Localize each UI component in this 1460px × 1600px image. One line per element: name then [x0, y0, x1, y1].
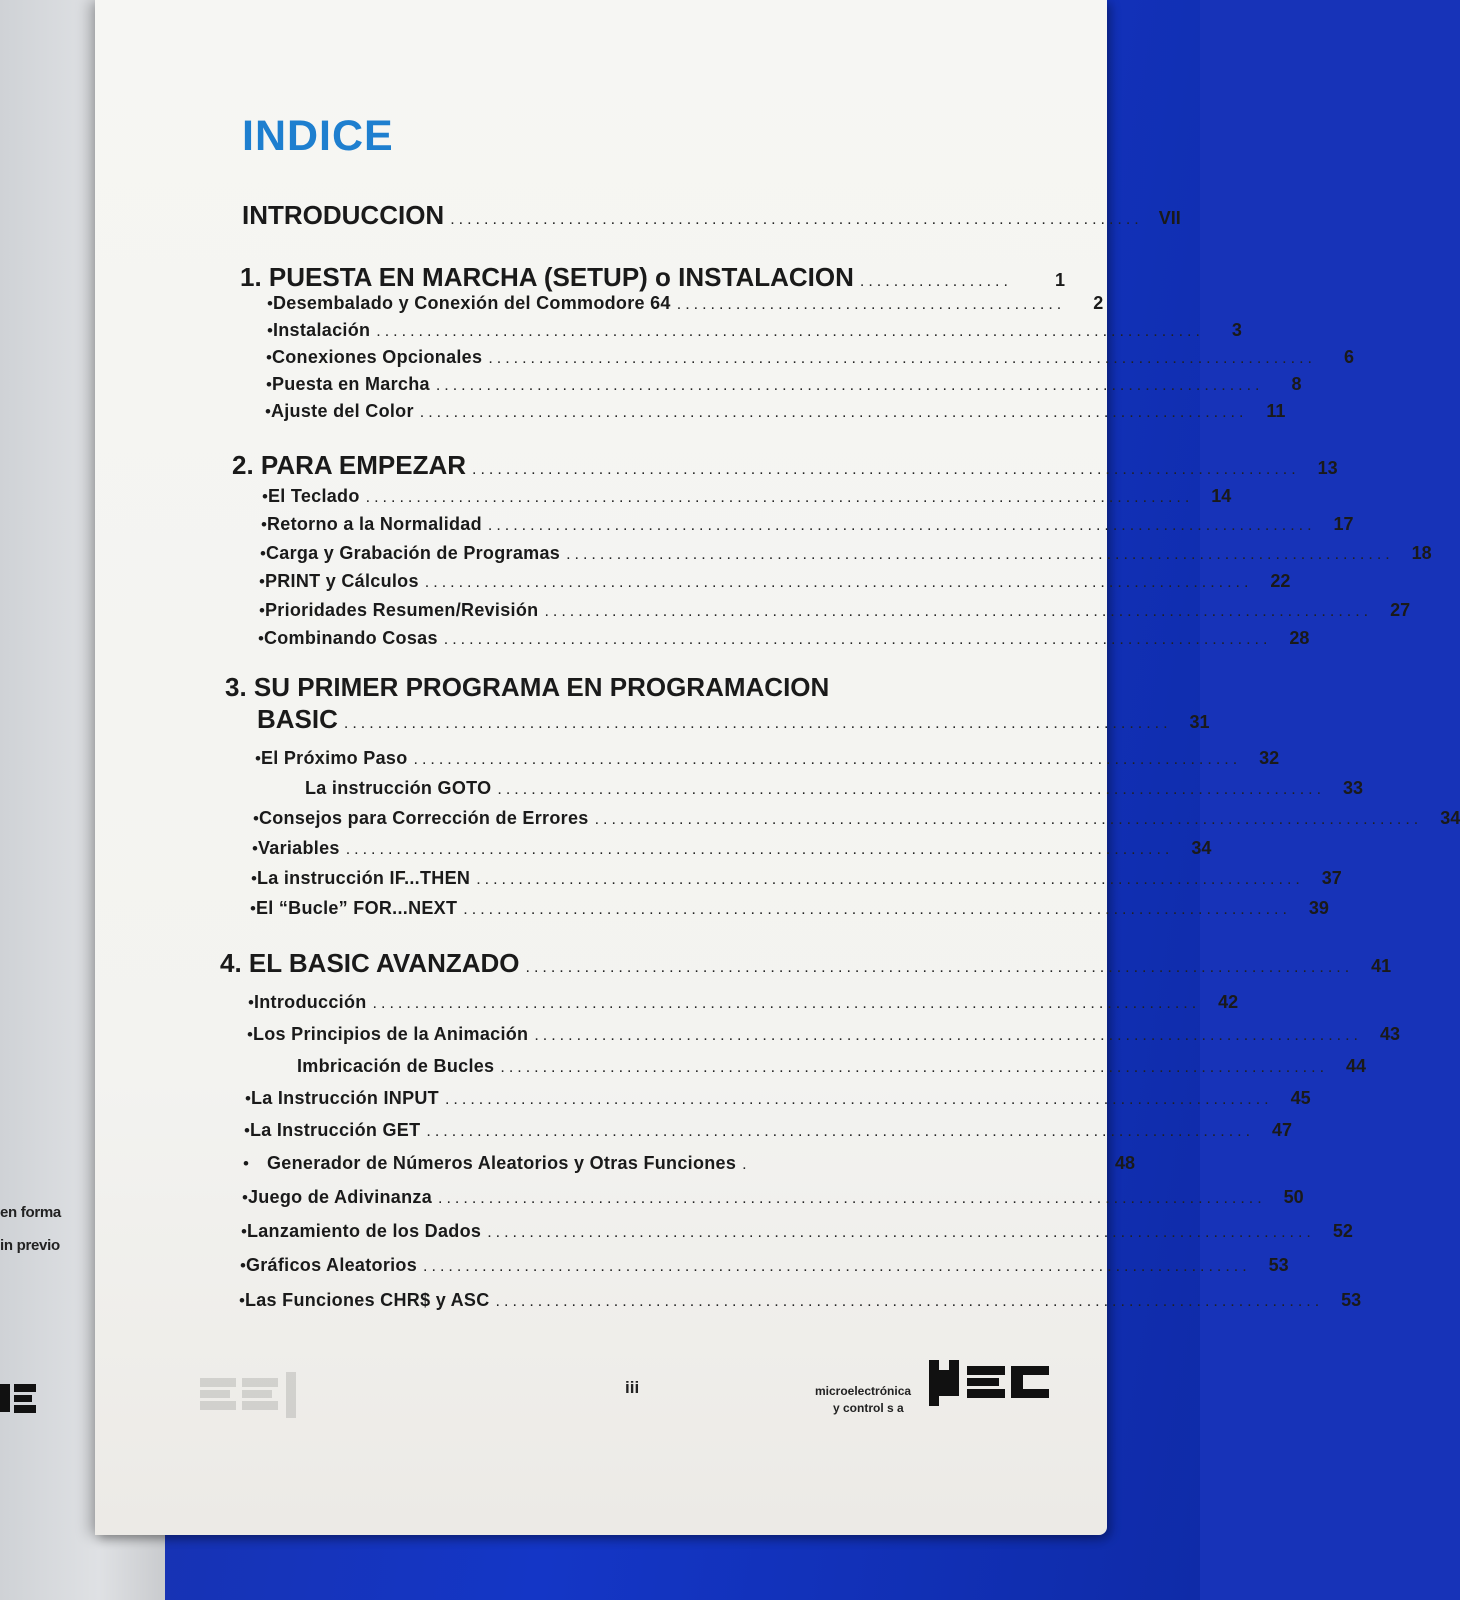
toc-intro-page: VII	[1158, 208, 1181, 228]
bullet-icon: •	[259, 601, 265, 620]
leader-dots: ..................................................................................................	[438, 1190, 1266, 1207]
leader-dots: ..................................................................................................	[376, 323, 1204, 340]
leader-dots: ..................................................................................................	[534, 1027, 1362, 1044]
page-folio: iii	[625, 1378, 640, 1397]
toc-section-3-label-line-2: BASIC	[257, 704, 338, 734]
bullet-icon: •	[245, 1089, 251, 1108]
bullet-icon: •	[255, 749, 261, 768]
toc-item-page: 53	[1341, 1290, 1362, 1310]
leader-dots: ..................................................................................................	[423, 1258, 1251, 1275]
toc-item-page: 2	[1093, 293, 1104, 313]
leader-dots: ..................................................................................................	[372, 995, 1201, 1012]
toc-item[interactable]	[245, 1088, 1311, 1109]
left-page-note-1: en forma	[0, 1204, 61, 1221]
toc-item[interactable]	[265, 401, 1286, 422]
toc-item[interactable]	[252, 838, 1212, 859]
leader-dots: ..................................................................................................	[500, 1059, 1329, 1076]
toc-item-page: 11	[1266, 401, 1286, 421]
toc-item-page: 43	[1379, 1024, 1400, 1044]
toc-item[interactable]	[244, 1120, 1293, 1141]
toc-item[interactable]	[248, 992, 1239, 1013]
toc-item-label: Introducción	[253, 992, 367, 1012]
bullet-icon: •	[251, 869, 257, 888]
toc-item[interactable]	[297, 1056, 1367, 1077]
bullet-icon: •	[250, 899, 256, 918]
leader-dots: ..................................................................................................	[487, 517, 1316, 534]
bullet-icon: •	[265, 402, 271, 421]
leader-dots: ..................................................................................................	[345, 841, 1174, 858]
page-title: INDICE	[242, 112, 394, 160]
bullet-icon: •	[260, 544, 266, 563]
toc-item-label: El Teclado	[267, 486, 360, 506]
leader-dots: ..................................................................................................	[594, 811, 1423, 828]
toc-item-label: Generador de Números Aleatorios y Otras Funciones	[267, 1153, 737, 1173]
toc-item-label: Lanzamiento de los Dados	[246, 1221, 482, 1241]
toc-section-3-label-line-1[interactable]: 3. SU PRIMER PROGRAMA EN PROGRAMACION	[225, 672, 830, 702]
uec-logo-icon	[925, 1360, 1055, 1406]
toc-section-1[interactable]	[240, 262, 1065, 293]
toc-item-page: 45	[1290, 1088, 1311, 1108]
toc-section-1-label: 1. PUESTA EN MARCHA (SETUP) o INSTALACION	[240, 262, 854, 292]
toc-item-label: La instrucción IF...THEN	[256, 868, 471, 888]
toc-item-label: El “Bucle” FOR...NEXT	[255, 898, 458, 918]
leader-dots: ..................................................................................................	[472, 461, 1300, 478]
brand-name-line-2: y control s a	[833, 1401, 904, 1415]
toc-section-2[interactable]	[232, 450, 1338, 481]
toc-item[interactable]	[255, 748, 1280, 769]
toc-item[interactable]	[305, 778, 1364, 799]
toc-item-page: 37	[1321, 868, 1342, 888]
toc-section-4-label: 4. EL BASIC AVANZADO	[220, 948, 520, 978]
toc-item[interactable]	[259, 571, 1291, 592]
toc-item[interactable]	[242, 1187, 1304, 1208]
toc-intro-label: INTRODUCCION	[242, 200, 445, 230]
toc-item-page: 28	[1289, 628, 1310, 648]
book-page	[95, 0, 1460, 1535]
brand-name-line-1: microelectrónica	[815, 1384, 912, 1398]
toc-item-label: PRINT y Cálculos	[264, 571, 419, 591]
leader-dots: ..................................................................................................	[365, 489, 1194, 506]
leader-dots: ..................	[859, 273, 1012, 290]
leader-dots: ..................................................................................................	[424, 574, 1253, 591]
toc-item-label: Variables	[257, 838, 340, 858]
toc-item-page: 8	[1291, 374, 1302, 394]
bullet-icon: •	[261, 515, 267, 534]
leader-dots: ..................................................................................................	[566, 546, 1394, 563]
bullet-icon: •	[243, 1154, 249, 1173]
leader-dots: ..................................................................................................	[488, 350, 1316, 367]
toc-item-page: 44	[1345, 1056, 1367, 1076]
toc-item-label: Imbricación de Bucles	[297, 1056, 495, 1076]
leader-dots: ..................................................................................................	[495, 1293, 1324, 1310]
toc-item-page: 14	[1211, 486, 1232, 506]
leader-dots: ..................................................................................................	[444, 1091, 1273, 1108]
toc-item-label: Gráficos Aleatorios	[245, 1255, 418, 1275]
toc-item-label: Ajuste del Color	[270, 401, 414, 421]
bullet-icon: •	[267, 294, 273, 313]
leader-dots: ..................................................................................................	[476, 871, 1304, 888]
bullet-icon: •	[240, 1256, 246, 1275]
toc-section-4[interactable]	[220, 948, 1392, 979]
toc-item-label: Retorno a la Normalidad	[266, 514, 482, 534]
leader-dots: .	[742, 1156, 751, 1173]
bullet-icon: •	[266, 348, 272, 367]
bullet-icon: •	[248, 993, 254, 1012]
toc-item-label: Los Principios de la Animación	[252, 1024, 529, 1044]
bullet-icon: •	[242, 1188, 248, 1207]
toc-item-page: 34	[1440, 808, 1460, 828]
bullet-icon: •	[252, 839, 258, 858]
toc-item-label: El Próximo Paso	[260, 748, 408, 768]
toc-item-page: 27	[1390, 600, 1411, 620]
toc-section-4-page: 41	[1371, 956, 1392, 976]
toc-section-2-label: 2. PARA EMPEZAR	[232, 450, 467, 480]
toc-item[interactable]	[239, 1290, 1362, 1311]
leader-dots: ..................................................................................................	[487, 1224, 1315, 1241]
toc-item-label: Instalación	[272, 320, 371, 340]
toc-item-label: La instrucción GOTO	[305, 778, 492, 798]
toc-item-label: Conexiones Opcionales	[271, 347, 483, 367]
toc-item-page: 42	[1218, 992, 1239, 1012]
toc-item-page: 39	[1308, 898, 1329, 918]
leader-dots: ..................................................................................................	[497, 781, 1326, 798]
toc-item-page: 18	[1411, 543, 1432, 563]
leader-dots: ..................................................................................................	[525, 959, 1354, 976]
toc-item-page: 52	[1332, 1221, 1353, 1241]
toc-item[interactable]	[241, 1221, 1353, 1242]
toc-item[interactable]	[266, 347, 1354, 368]
bullet-icon: •	[259, 572, 265, 591]
toc-item[interactable]	[267, 320, 1242, 341]
toc-item[interactable]	[251, 868, 1342, 889]
toc-item-page: 22	[1270, 571, 1291, 591]
toc-item-label: La Instrucción GET	[249, 1120, 421, 1140]
leader-dots: ..................................................................................................	[443, 631, 1272, 648]
bullet-icon: •	[258, 629, 264, 648]
toc-item-page: 17	[1333, 514, 1354, 534]
toc-item-label: La Instrucción INPUT	[250, 1088, 439, 1108]
toc-item[interactable]	[267, 293, 1104, 314]
toc-section-3-page: 31	[1189, 712, 1210, 732]
leader-dots: ..................................................................................................	[435, 377, 1264, 394]
toc-item-label: Combinando Cosas	[263, 628, 438, 648]
toc-item[interactable]	[260, 543, 1432, 564]
toc-item-label: Prioridades Resumen/Revisión	[264, 600, 539, 620]
toc-intro[interactable]	[242, 200, 1181, 231]
bullet-icon: •	[239, 1291, 245, 1310]
toc-item[interactable]	[262, 486, 1232, 507]
toc-item-label: Juego de Adivinanza	[247, 1187, 433, 1207]
left-page-logo-fragment	[0, 1378, 38, 1418]
toc-section-1-page: 1	[1054, 270, 1065, 290]
bullet-icon: •	[244, 1121, 250, 1140]
leader-dots: ..................................................................................................	[413, 751, 1242, 768]
leader-dots: ..................................................................................................	[544, 603, 1373, 620]
toc-item-page: 48	[1114, 1153, 1135, 1173]
toc-item[interactable]	[258, 628, 1310, 649]
toc-item-page: 53	[1268, 1255, 1289, 1275]
bullet-icon: •	[267, 321, 273, 340]
bullet-icon: •	[262, 487, 268, 506]
toc-item-page: 33	[1343, 778, 1364, 798]
toc-item[interactable]	[266, 374, 1302, 395]
bullet-icon: •	[266, 375, 272, 394]
toc-item[interactable]	[243, 1153, 1135, 1174]
toc-item-label: Las Funciones CHR$ y ASC	[244, 1290, 490, 1310]
toc-item-label: Consejos para Corrección de Errores	[258, 808, 589, 828]
toc-item-page: 50	[1283, 1187, 1304, 1207]
left-page-note-2: in previo	[0, 1237, 60, 1254]
show-through-logo	[200, 1372, 330, 1418]
toc-item[interactable]	[240, 1255, 1289, 1276]
toc-item[interactable]	[259, 600, 1411, 621]
toc-section-3[interactable]	[257, 704, 1210, 735]
toc-item-label: Desembalado y Conexión del Commodore 64	[272, 293, 671, 313]
toc-item-page: 32	[1259, 748, 1280, 768]
toc-item[interactable]	[253, 808, 1460, 829]
leader-dots: ..................................................................................................	[426, 1123, 1255, 1140]
bullet-icon: •	[253, 809, 259, 828]
toc-item-label: Carga y Grabación de Programas	[265, 543, 561, 563]
toc-section-2-page: 13	[1317, 458, 1338, 478]
index-content	[95, 0, 1460, 1535]
toc-item-page: 6	[1343, 347, 1354, 367]
toc-item-page: 47	[1272, 1120, 1293, 1140]
toc-item[interactable]	[250, 898, 1329, 919]
bullet-icon: •	[241, 1222, 247, 1241]
toc-item[interactable]	[261, 514, 1354, 535]
toc-item[interactable]	[247, 1024, 1400, 1045]
toc-item-page: 34	[1191, 838, 1212, 858]
leader-dots: ..................................................................................	[450, 211, 1143, 228]
bullet-icon: •	[247, 1025, 253, 1044]
leader-dots: ..................................................................................................	[463, 901, 1291, 918]
leader-dots: ..............................................	[676, 296, 1066, 313]
leader-dots: ..................................................................................................	[419, 404, 1248, 421]
toc-item-page: 3	[1231, 320, 1242, 340]
toc-item-label: Puesta en Marcha	[271, 374, 430, 394]
leader-dots: ..................................................................................................	[343, 715, 1172, 732]
